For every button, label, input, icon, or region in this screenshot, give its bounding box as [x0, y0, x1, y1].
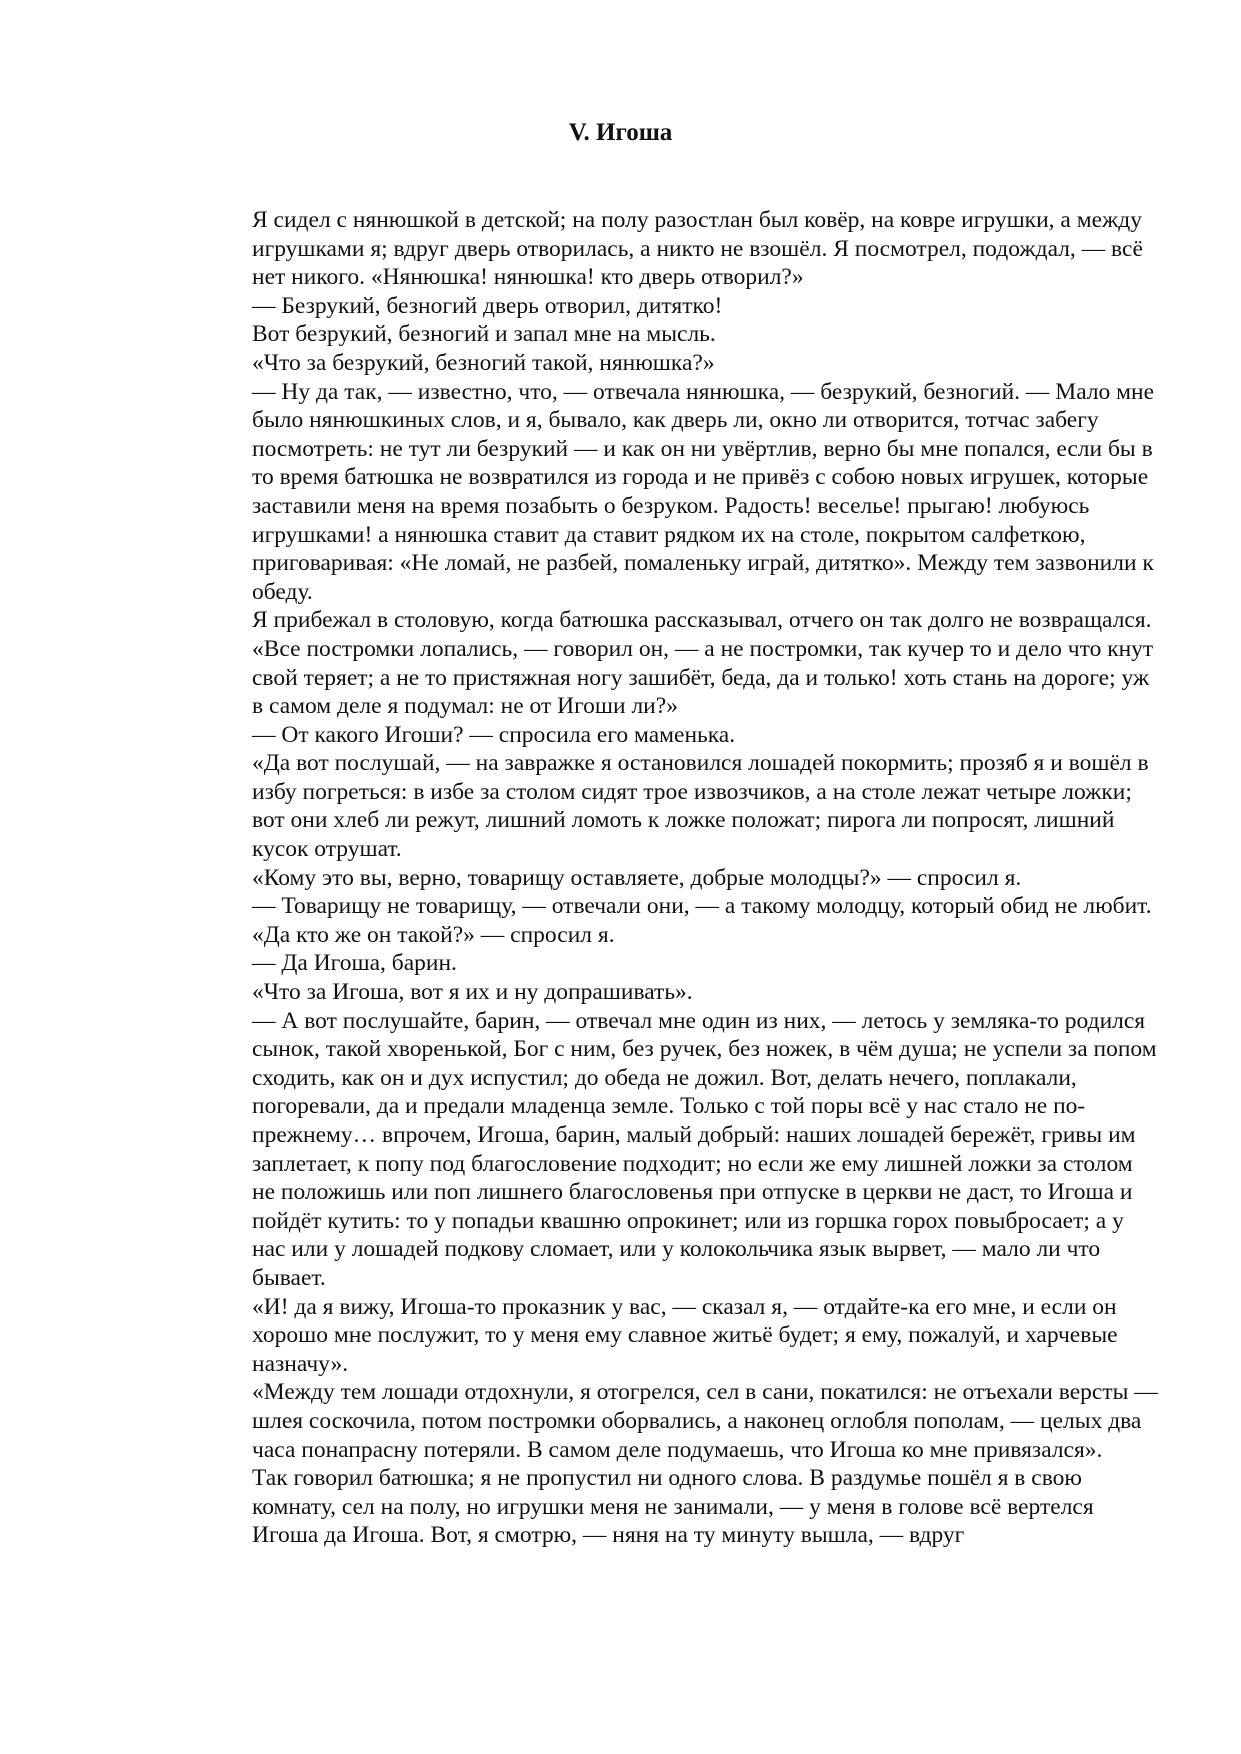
paragraph: — А вот послушайте, барин, — отвечал мне один из них, — летось у земляка-то родился сынок, такой хворенькой, Бог с ним, без ручек, без ножек, в чём душа; не успели за попом сходить, как он и дух испустил; до обеда не дожил. Вот, делать нечего, поплакали, погоревали, да и предали младенца земле. Только с той поры всё у нас стало не по- прежнему… впрочем, Игоша, барин, малый добрый: наших лошадей бережёт, гривы им заплетает, к попу под благословение подходит; но если же ему лишней ложки за столом не положишь или поп лишнего благословенья при отпуске в церкви не даст, то Игоша и пойдёт кутить: то у попадьи квашню опрокинет; или из горшка горох повыбросает; а у нас или у лошадей подкову сломает, или у колокольчика язык вырвет, — мало ли что бывает.: [252, 1007, 1157, 1291]
paragraph: Так говорил батюшка; я не пропустил ни одного слова. В раздумье пошёл я в свою комнату, сел на полу, но игрушки меня не занимали, — у меня в голове всё вертелся Игоша да Игоша. Вот, я смотрю, — няня на ту минуту вышла, — вдруг: [252, 1465, 1094, 1549]
paragraph: — Да Игоша, барин.: [252, 950, 457, 977]
paragraph: — Безрукий, безногий дверь отворил, дитятко!: [252, 292, 723, 319]
paragraph: — От какого Игоши? — спросила его маменька.: [252, 721, 736, 748]
paragraph: Я прибежал в столовую, когда батюшка рассказывал, отчего он так долго не возвращался. «Все постромки лопались, — говорил он, — а не постромки, так кучер то и дело что кнут свой теряет; а не то пристяжная ногу зашибёт, беда, да и только! хоть стань на дороге; уж в самом деле я подумал: не от Игоши ли?»: [252, 607, 1154, 720]
chapter-title: V. Игоша: [568, 119, 673, 146]
paragraph: Вот безрукий, безногий и запал мне на мысль.: [252, 321, 716, 348]
paragraph: «И! да я вижу, Игоша-то проказник у вас, — сказал я, — отдайте-ка его мне, и если он хорошо мне послужит, то у меня ему славное житьё будет; я ему, пожалуй, и харчевые назначу».: [252, 1293, 1118, 1377]
paragraph: «Что за безрукий, безногий такой, нянюшка?»: [252, 349, 715, 376]
document-body: [252, 206, 1158, 1550]
paragraph: «Между тем лошади отдохнули, я отогрелся, сел в сани, покатился: не отъехали версты — шлея соскочила, потом постромки оборвались, а наконец оглобля пополам, — целых два часа понапрасну потеряли. В самом деле подумаешь, что Игоша ко мне привязался».: [252, 1379, 1158, 1463]
paragraph: — Ну да так, — известно, что, — отвечала нянюшка, — безрукий, безногий. — Мало мне было нянюшкиных слов, и я, бывало, как дверь ли, окно ли отворится, тотчас забегу посмотреть: не тут ли безрукий — и как он ни увёртлив, верно бы мне попался, если бы в то время батюшка не возвратился из города и не привёз с собою новых игрушек, которые заставили меня на время позабыть о безруком. Радость! веселье! прыгаю! любуюсь игрушками! а нянюшка ставит да ставит рядком их на столе, покрытом салфеткою, приговаривая: «Не ломай, не разбей, помаленьку играй, дитятко». Между тем зазвонили к обеду.: [252, 378, 1155, 605]
paragraph: «Да кто же он такой?» — спросил я.: [252, 921, 615, 948]
paragraph: «Что за Игоша, вот я их и ну допрашивать».: [252, 979, 693, 1006]
paragraph: Я сидел с нянюшкой в детской; на полу разостлан был ковёр, на ковре игрушки, а между игрушками я; вдруг дверь отворилась, а никто не взошёл. Я посмотрел, подождал, — всё нет никого. «Нянюшка! нянюшка! кто дверь отворил?»: [252, 207, 1143, 291]
paragraph: «Кому это вы, верно, товарищу оставляете, добрые молодцы?» — спросил я.: [252, 864, 1022, 891]
paragraph: «Да вот послушай, — на завражке я остановился лошадей покормить; прозяб я и вошёл в избу погреться: в избе за столом сидят трое извозчиков, а на столе лежат четыре ложки; вот они хлеб ли режут, лишний ломоть к ложке положат; пирога ли попросят, лишний кусок отрушат.: [252, 750, 1149, 863]
paragraph: — Товарищу не товарищу, — отвечали они, — а такому молодцу, который обид не любит.: [252, 893, 1152, 920]
